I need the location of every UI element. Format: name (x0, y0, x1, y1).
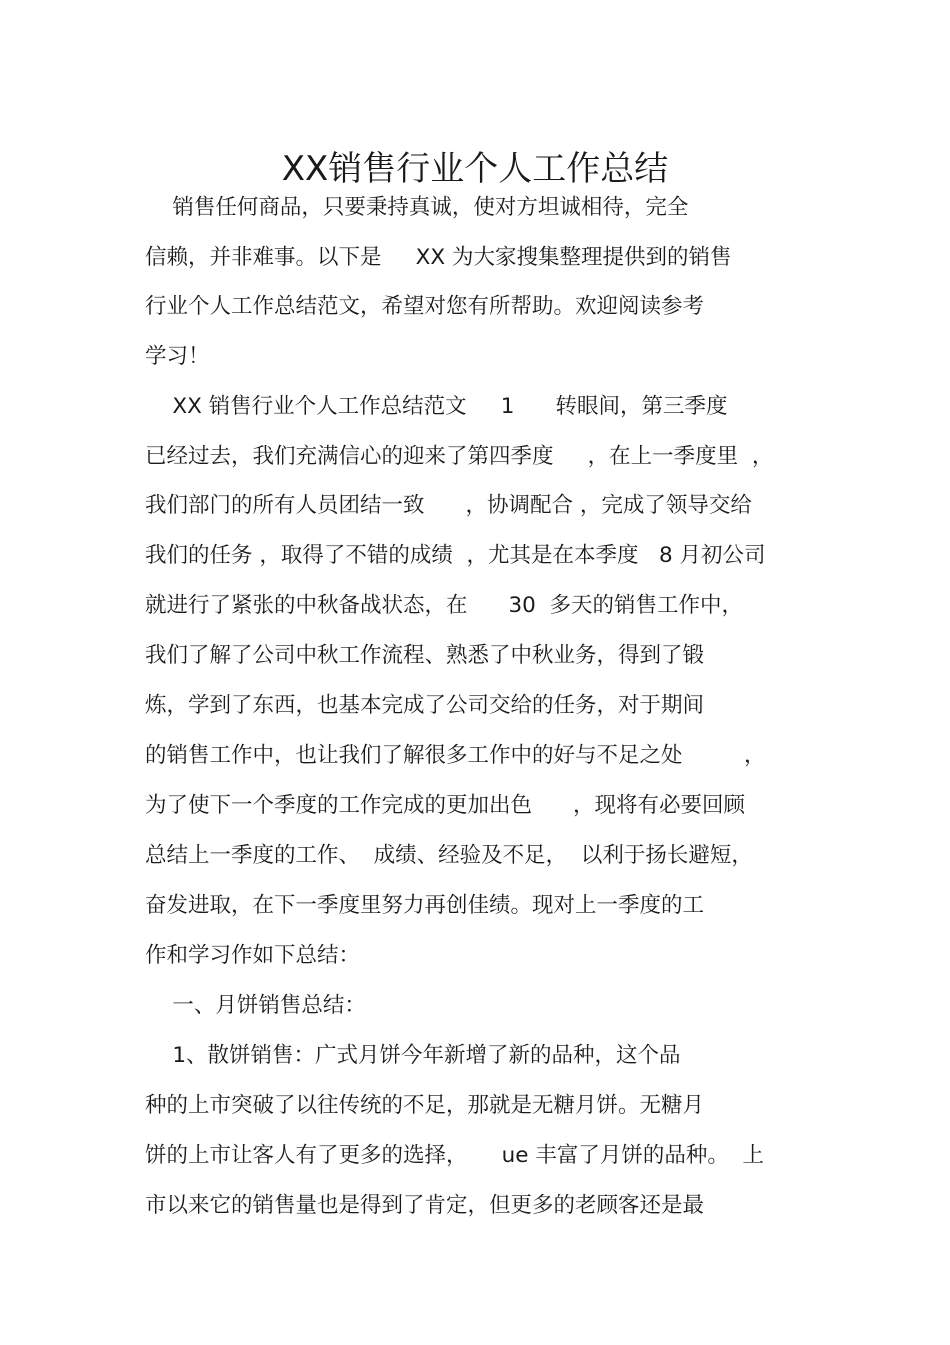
body-line-16: 作和学习作如下总结： (145, 943, 361, 968)
body-line-9: 就进行了紧张的中秋备战状态，在 30 多天的销售工作中， (145, 593, 744, 618)
body-line-11: 炼，学到了东西，也基本完成了公司交给的任务，对于期间 (145, 693, 705, 718)
body-line-13: 为了使下一个季度的工作完成的更加出色 ，现将有必要回顾 (145, 793, 746, 818)
body-line-10: 我们了解了公司中秋工作流程、熟悉了中秋业务，得到了锻 (145, 643, 705, 668)
body-line-5: XX 销售行业个人工作总结范文 1 转眼间，第三季度 (145, 394, 728, 419)
body-line-19: 种的上市突破了以往传统的不足，那就是无糖月饼。无糖月 (145, 1093, 705, 1118)
body-line-7: 我们部门的所有人员团结一致 ，协调配合 ，完成了领导交给 (145, 493, 752, 518)
body-line-4: 学习！ (145, 344, 210, 369)
body-line-20: 饼的上市让客人有了更多的选择， ue 丰富了月饼的品种。 上 (145, 1143, 765, 1168)
body-line-21: 市以来它的销售量也是得到了肯定，但更多的老顾客还是最 (145, 1193, 705, 1218)
body-line-18: 1、散饼销售：广式月饼今年新增了新的品种，这个品 (145, 1043, 681, 1068)
body-line-15: 奋发进取，在下一季度里努力再创佳绩。现对上一季度的工 (145, 893, 705, 918)
body-line-2: 信赖，并非难事。以下是 XX 为大家搜集整理提供到的销售 (145, 245, 732, 270)
body-line-1: 销售任何商品，只要秉持真诚，使对方坦诚相待，完全 (145, 195, 689, 220)
body-line-14: 总结上一季度的工作、 成绩、经验及不足， 以利于扬长避短， (145, 843, 753, 868)
body-line-6: 已经过去，我们充满信心的迎来了第四季度 ，在上一季度里 ， (145, 444, 774, 469)
body-line-12: 的销售工作中，也让我们了解很多工作中的好与不足之处 ， (145, 743, 766, 768)
document-title: XX销售行业个人工作总结 (281, 148, 669, 189)
body-line-3: 行业个人工作总结范文，希望对您有所帮助。欢迎阅读参考 (145, 294, 705, 319)
section-heading: 一、月饼销售总结： (145, 993, 366, 1018)
body-line-8: 我们的任务 ，取得了不错的成绩 ，尤其是在本季度 8 月初公司 (145, 543, 766, 568)
